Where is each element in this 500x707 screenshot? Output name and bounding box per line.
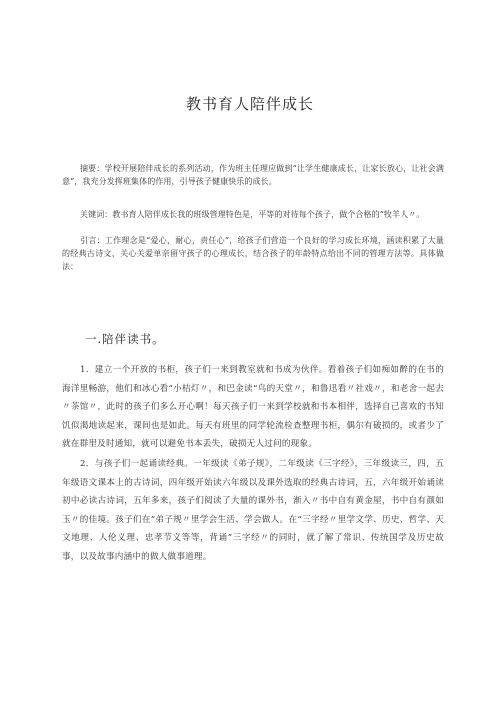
abstract-paragraph: 摘要：学校开展陪伴成长的系列活动，作为班主任理应做到“让学生健康成长，让家长放心，让社会满意”，我充分发挥班集体的作用，引导孩子健康快乐的成长。: [62, 164, 444, 186]
section-heading: 一.陪伴读书。: [85, 332, 165, 346]
keywords-paragraph: 关键词：教书育人陪伴成长我的班级管理特色是，平等的对待每个孩子，做个合格的“牧羊人〃。: [80, 210, 425, 219]
body-paragraph-1: 1．建立一个开放的书柜，孩子们一来到教室就和书成为伙伴。看着孩子们如痴如醉的在书的海洋里畅游，他们和冰心看“小桔灯〃，和巴金读“鸟的天堂〃，和鲁迅看〃社戏〃，和老舍一起去〃茶馆〃，此时的孩子们多么开心啊！每天孩子们一来到学校就和书本相伴，选择自己喜欢的书知饥似渴地读起来，课间也是如此。每天有班里的同学轮流检查整理书柜，偶尔有破损的，或者少了就在群里及时通知，就可以避免书本丢失，破损无人过问的现象。: [62, 365, 444, 449]
document-title: 教书育人陪伴成长: [185, 95, 314, 113]
intro-paragraph: 引言：工作理念是“爱心，耐心，责任心”，给孩子们营造一个良好的学习成长环境，涵读积累了大量的经典古诗文，关心关爱单亲留守孩子的心理成长，结合孩子的年龄特点给出不同的管理方法等。具体做法：: [62, 236, 444, 271]
body-paragraph-2: 2．与孩子们一起诵读经典。一年级读《弟子规》，二年级读《三字经》，三年级读三，四，五年级语文课本上的古诗词，四年级开始读六年级以及课外选取的经典古诗词，五，六年级开始诵读初中必读古诗词，五年多来，孩子们阅读了大量的课外书，渐入〃书中自有黄金屋，书中自有颜如玉〃的佳境。孩子们在“弟子规〃里学会生活、学会做人。在“三字经〃里学文学、历史、哲学、天文地理、人伦义理、忠孝节义等等，背诵”三字经〃的同时，就了解了常识、传统国学及历史故事，以及故事内涵中的做人做事道理。: [62, 459, 444, 562]
